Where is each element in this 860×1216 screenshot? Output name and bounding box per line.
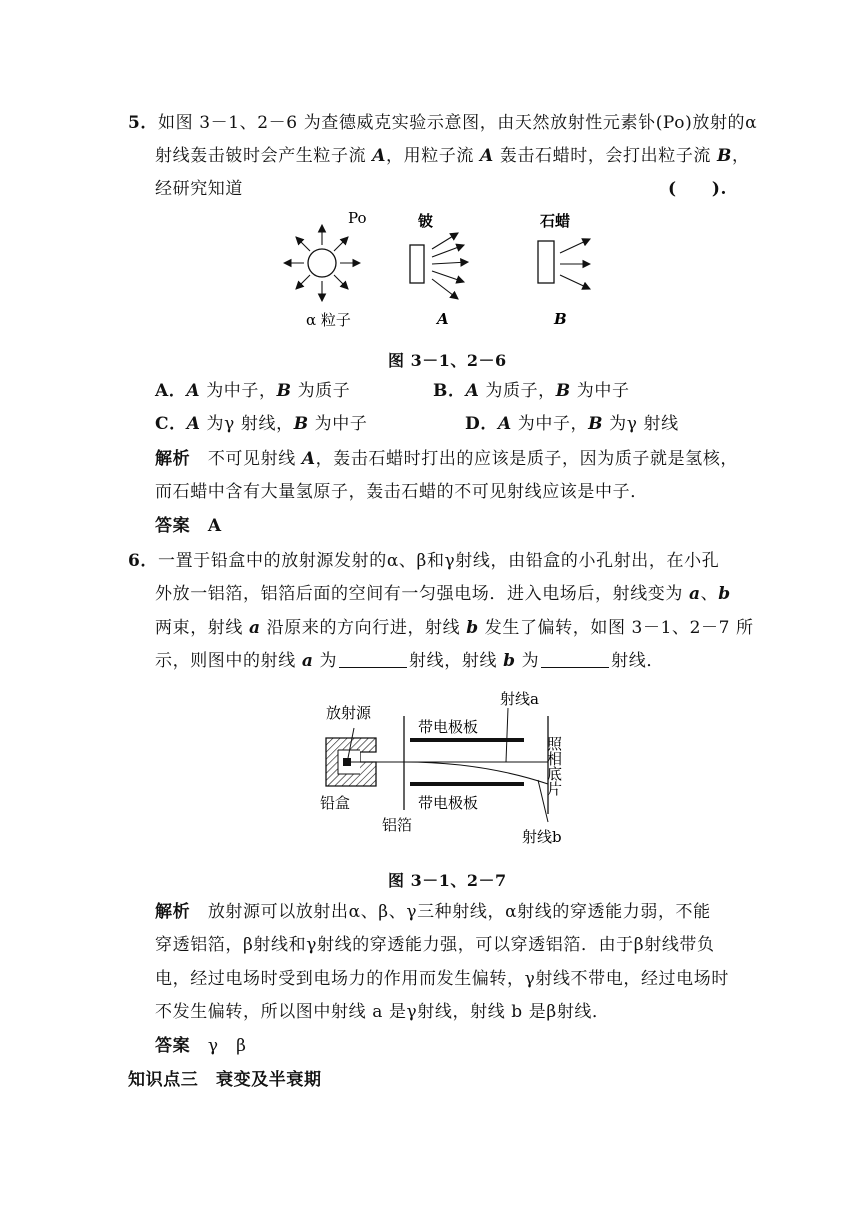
q6-var-a: a: [689, 584, 701, 604]
paraffin-block: [538, 241, 554, 283]
plate-bottom-label: 带电极板: [418, 794, 479, 812]
source-label: 放射源: [326, 704, 372, 722]
q6-text-4e: 射线．: [611, 651, 664, 671]
q5-analysis-label: 解析: [155, 449, 191, 469]
q5-option-b: [433, 380, 630, 402]
option-d-var2: B: [588, 414, 604, 434]
q6-text-4d: 为: [515, 651, 540, 671]
q6-var-a-3: a: [301, 651, 314, 671]
option-b-text2: 为中子: [570, 381, 630, 401]
q6-analysis-4: 不发生偏转，所以图中射线 a 是γ射线，射线 b 是β射线．: [155, 1002, 610, 1022]
q6-var-b-2: b: [466, 618, 479, 638]
q6-text-4b: 为: [313, 651, 338, 671]
option-c-text1: 为γ 射线，: [200, 414, 294, 434]
option-b-letter: B．: [433, 381, 466, 401]
q6-sep: 、: [700, 584, 719, 604]
q6-var-a-2: a: [249, 618, 261, 638]
figure-caption-6: 图 3－1、2－6: [388, 351, 507, 370]
alpha-particle-label: α 粒子: [306, 311, 351, 329]
q5-number: 5．: [128, 113, 159, 133]
option-c-letter: C．: [155, 414, 187, 434]
foil-label: 铝箔: [382, 816, 413, 834]
q6-line-3: [155, 617, 754, 639]
q5-analysis-line-1: [155, 448, 738, 470]
q5-analysis-2: 而石蜡中含有大量氢原子，轰击石蜡的不可见射线应该是中子．: [155, 482, 648, 502]
q5-line-3: [155, 178, 243, 200]
q6-text-3c: 发生了偏转，如图 3－1、2－7 所: [478, 618, 754, 638]
option-b-var1: A: [465, 381, 480, 401]
lead-box-label: 铅盒: [320, 794, 351, 812]
figure-caption-7: 图 3－1、2－7: [388, 871, 507, 890]
beryllium-label: 铍: [418, 212, 434, 230]
q5-answer: [155, 515, 222, 537]
beryllium-plate: [410, 245, 424, 283]
q6-number: 6．: [128, 551, 159, 571]
ray-a-label: 射线a: [500, 690, 539, 708]
q6-line-4: [155, 650, 664, 672]
q6-text-4a: 示，则图中的射线: [155, 651, 302, 671]
option-a-text2: 为质子: [291, 381, 351, 401]
option-a-var1: A: [186, 381, 201, 401]
q5-line-2: [155, 145, 750, 167]
q6-text-2: 外放一铝箔，铝箔后面的空间有一匀强电场．进入电场后，射线变为: [155, 584, 690, 604]
q6-analysis-line-2: [155, 934, 715, 956]
q6-line-1: [128, 550, 719, 572]
option-d-var1: A: [497, 414, 512, 434]
answer-blank-1[interactable]: [339, 651, 407, 668]
q5-answer-label: 答案: [155, 516, 191, 536]
option-a-text1: 为中子，: [200, 381, 277, 401]
option-c-var1: A: [186, 414, 201, 434]
q6-analysis-line-3: [155, 968, 729, 990]
q5-text-2end: ，: [732, 146, 750, 166]
ray-b: [404, 762, 548, 784]
q6-analysis-1: 放射源可以放射出α、β、γ三种射线，α射线的穿透能力弱，不能: [207, 902, 711, 922]
q5-option-d: [465, 413, 679, 435]
q5-analysis-1a: 不可见射线: [207, 449, 302, 469]
po-label: Po: [348, 209, 367, 227]
stream-b-label: B: [554, 310, 567, 328]
figure-chadwick: [272, 207, 592, 332]
q6-analysis-line-4: [155, 1001, 610, 1023]
answer-blank-2[interactable]: [541, 651, 609, 668]
q6-answer-value: γ β: [207, 1036, 247, 1056]
q6-answer-label: 答案: [155, 1036, 191, 1056]
section-title: 知识点三 衰变及半衰期: [128, 1070, 322, 1090]
q6-text-3b: 沿原来的方向行进，射线: [260, 618, 467, 638]
q6-text-1: 一置于铅盒中的放射源发射的α、β和γ射线，由铅盒的小孔射出，在小孔: [158, 551, 720, 571]
figure-electric-field: [312, 688, 582, 848]
q5-answer-paren: ( ).: [668, 179, 728, 199]
q5-text-3: 经研究知道: [155, 179, 243, 199]
q6-analysis-2: 穿透铝箔，β射线和γ射线的穿透能力强，可以穿透铝箔．由于β射线带负: [155, 935, 715, 955]
q5-analysis-var: A: [301, 449, 316, 469]
q5-var-a: A: [372, 146, 387, 166]
polonium-source: [308, 249, 336, 277]
q6-line-2: [155, 583, 731, 605]
q5-option-c: [155, 413, 367, 435]
q6-var-b-3: b: [503, 651, 516, 671]
q5-text-2b: ，用粒子流: [386, 146, 481, 166]
q5-analysis-line-2: [155, 481, 648, 503]
option-d-letter: D．: [465, 414, 498, 434]
q5-text-1: 如图 3－1、2－6 为查德威克实验示意图，由天然放射性元素钋(Po)放射的α: [158, 113, 758, 133]
option-d-text2: 为γ 射线: [603, 414, 679, 434]
option-a-letter: A．: [155, 381, 187, 401]
q6-text-4c: 射线，射线: [409, 651, 504, 671]
option-d-text1: 为中子，: [511, 414, 589, 434]
q5-answer-value: A: [207, 516, 222, 536]
film-label: 照相底片: [545, 736, 563, 796]
option-b-text1: 为质子，: [479, 381, 556, 401]
q5-analysis-1b: ，轰击石蜡时打出的应该是质子，因为质子就是氢核，: [315, 449, 739, 469]
option-c-var2: B: [293, 414, 309, 434]
ray-b-label: 射线b: [522, 828, 562, 846]
q6-text-3a: 两束，射线: [155, 618, 250, 638]
option-b-var2: B: [555, 381, 571, 401]
paraffin-label: 石蜡: [540, 212, 571, 230]
q5-text-2c: 轰击石蜡时，会打出粒子流: [493, 146, 718, 166]
q6-answer: [155, 1035, 247, 1057]
option-a-var2: B: [276, 381, 292, 401]
q5-option-a: [155, 380, 350, 402]
q5-var-a-2: A: [480, 146, 494, 166]
q5-var-b: B: [717, 146, 733, 166]
q5-text-2a: 射线轰击铍时会产生粒子流: [155, 146, 373, 166]
option-c-text2: 为中子: [308, 414, 368, 434]
q5-line-1: [128, 112, 757, 134]
q6-analysis-line-1: [155, 901, 711, 923]
q6-analysis-3: 电，经过电场时受到电场力的作用而发生偏转，γ射线不带电，经过电场时: [155, 969, 729, 989]
stream-a-label: A: [437, 310, 449, 328]
q6-analysis-label: 解析: [155, 902, 191, 922]
q6-var-b: b: [718, 584, 731, 604]
plate-top-label: 带电极板: [418, 718, 479, 736]
